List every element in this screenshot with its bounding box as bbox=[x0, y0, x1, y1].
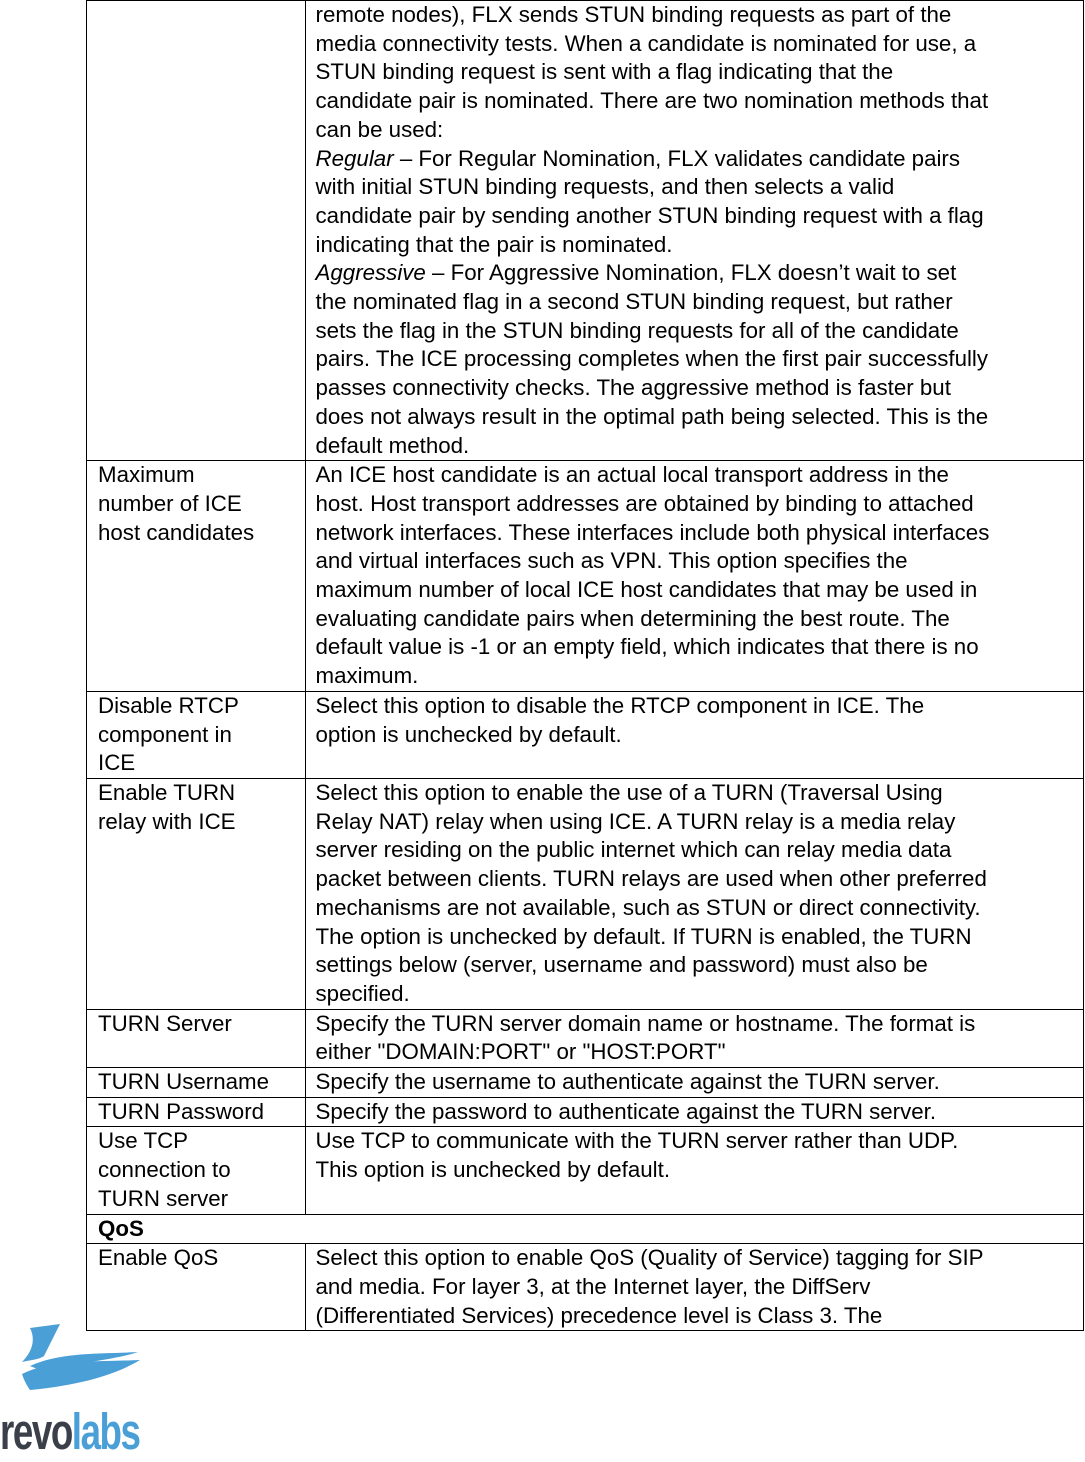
description-cell bbox=[305, 1244, 1083, 1331]
text-line: mechanisms are not available, such as STUN or direct connectivity. bbox=[315, 894, 981, 920]
description-cell bbox=[305, 778, 1083, 1009]
text-line: This option is unchecked by default. bbox=[315, 1157, 671, 1183]
description-cell bbox=[305, 691, 1083, 778]
text-line: packet between clients. TURN relays are used when other preferred bbox=[315, 866, 987, 892]
text-line: media connectivity tests. When a candidate is nominated for use, a bbox=[315, 30, 977, 56]
text-line: relay with ICE bbox=[98, 808, 236, 834]
regular-term: Regular bbox=[315, 145, 394, 171]
description-cell bbox=[305, 461, 1083, 692]
text-line: settings below (server, username and password) must also be bbox=[315, 952, 928, 978]
label-cell bbox=[87, 1127, 306, 1214]
text-line: candidate pair is nominated. There are two nomination methods that bbox=[315, 88, 989, 114]
text-line: Select this option to disable the RTCP component in ICE. The bbox=[315, 692, 925, 718]
label-cell bbox=[87, 1097, 306, 1127]
logo-text-revo: revo bbox=[0, 1403, 72, 1460]
text-line: TURN Username bbox=[98, 1069, 269, 1095]
label-cell bbox=[87, 461, 306, 692]
text-line: option is unchecked by default. bbox=[315, 721, 622, 747]
text-line: Relay NAT) relay when using ICE. A TURN relay is a media relay bbox=[315, 808, 956, 834]
text-line: can be used: bbox=[315, 116, 444, 142]
text-line: Specify the username to authenticate against the TURN server. bbox=[315, 1069, 940, 1095]
text-line: Use TCP bbox=[98, 1128, 189, 1154]
section-header-qos: QoS bbox=[87, 1214, 1084, 1244]
table-row bbox=[87, 691, 1084, 778]
aggressive-paragraph bbox=[316, 259, 1079, 460]
wave-logo-icon bbox=[0, 1322, 160, 1402]
text-line: maximum number of local ICE host candidates that may be used in bbox=[315, 577, 978, 603]
text-line: component in bbox=[98, 721, 232, 747]
text-line: The option is unchecked by default. If TURN is enabled, the TURN bbox=[315, 923, 972, 949]
settings-table-body bbox=[87, 1, 1084, 1331]
text-line: Maximum bbox=[98, 462, 195, 488]
text-line: host. Host transport addresses are obtained by binding to attached bbox=[315, 490, 974, 516]
text-line: host candidates bbox=[98, 519, 255, 545]
text-line: STUN binding request is sent with a flag indicating that the bbox=[315, 59, 894, 85]
description-cell bbox=[305, 1009, 1083, 1067]
text-line: passes connectivity checks. The aggressive method is faster but bbox=[315, 375, 951, 401]
text-line: Use TCP to communicate with the TURN server rather than UDP. bbox=[315, 1128, 959, 1154]
text-line: (Differentiated Services) precedence level is Class 3. The bbox=[315, 1302, 883, 1328]
table-row bbox=[87, 1244, 1084, 1331]
label-cell bbox=[87, 1244, 306, 1331]
text-line: and media. For layer 3, at the Internet layer, the DiffServ bbox=[315, 1273, 871, 1299]
text-line: TURN server bbox=[98, 1185, 229, 1211]
text-line: TURN Server bbox=[98, 1010, 232, 1036]
label-cell-empty bbox=[87, 1, 306, 461]
logo-wordmark bbox=[0, 1402, 140, 1462]
regular-paragraph bbox=[316, 145, 1079, 260]
description-cell-nomination bbox=[305, 1, 1083, 461]
text-line: server residing on the public internet which can relay media data bbox=[315, 837, 952, 863]
text-line: sets the flag in the STUN binding requests for all of the candidate bbox=[315, 317, 959, 343]
text-line: Enable QoS bbox=[98, 1245, 219, 1271]
table-row bbox=[87, 1127, 1084, 1214]
text-line: indicating that the pair is nominated. bbox=[315, 231, 673, 257]
text-line: Specify the TURN server domain name or hostname. The format is bbox=[315, 1010, 976, 1036]
text-line: network interfaces. These interfaces include both physical interfaces bbox=[315, 519, 990, 545]
text-line: either "DOMAIN:PORT" or "HOST:PORT" bbox=[315, 1039, 726, 1065]
label-cell bbox=[87, 1009, 306, 1067]
text-line: evaluating candidate pairs when determining the best route. The bbox=[315, 605, 950, 631]
table-row bbox=[87, 1068, 1084, 1098]
text-line: candidate pair by sending another STUN binding request with a flag bbox=[315, 202, 984, 228]
text-line: Select this option to enable QoS (Quality of Service) tagging for SIP bbox=[315, 1245, 984, 1271]
continued-text bbox=[316, 1, 1079, 145]
text-line: does not always result in the optimal path being selected. This is the bbox=[315, 403, 989, 429]
section-header-row bbox=[87, 1214, 1084, 1244]
table-row bbox=[87, 461, 1084, 692]
text-line: the nominated flag in a second STUN binding request, but rather bbox=[315, 289, 953, 315]
label-cell bbox=[87, 691, 306, 778]
text-line: and virtual interfaces such as VPN. This option specifies the bbox=[315, 548, 908, 574]
aggressive-term: Aggressive bbox=[315, 260, 426, 286]
text-line: ICE bbox=[98, 750, 136, 776]
label-cell bbox=[87, 778, 306, 1009]
table-row bbox=[87, 1097, 1084, 1127]
description-cell bbox=[305, 1097, 1083, 1127]
text-line: default method. bbox=[315, 432, 470, 458]
description-cell bbox=[305, 1127, 1083, 1214]
text-line: Enable TURN bbox=[98, 779, 236, 805]
settings-table bbox=[86, 0, 1084, 1331]
text-line: remote nodes), FLX sends STUN binding requests as part of the bbox=[315, 2, 952, 27]
text-line: pairs. The ICE processing completes when the first pair successfully bbox=[315, 346, 989, 372]
text-line: with initial STUN binding requests, and then selects a valid bbox=[315, 174, 895, 200]
revolabs-logo bbox=[0, 1322, 160, 1462]
text-line: default value is -1 or an empty field, which indicates that there is no bbox=[315, 634, 979, 660]
text-line: number of ICE bbox=[98, 490, 242, 516]
text-line: An ICE host candidate is an actual local transport address in the bbox=[315, 462, 949, 488]
text-line: – For Regular Nomination, FLX validates candidate pairs bbox=[393, 145, 961, 171]
text-line: Specify the password to authenticate against the TURN server. bbox=[315, 1098, 937, 1124]
table-row bbox=[87, 778, 1084, 1009]
text-line: Select this option to enable the use of a TURN (Traversal Using bbox=[315, 779, 943, 805]
text-line: – For Aggressive Nomination, FLX doesn’t wait to set bbox=[425, 260, 957, 286]
table-row bbox=[87, 1009, 1084, 1067]
text-line: specified. bbox=[315, 980, 410, 1006]
table-row-continued bbox=[87, 1, 1084, 461]
label-cell bbox=[87, 1068, 306, 1098]
logo-text-labs: labs bbox=[71, 1403, 140, 1460]
text-line: maximum. bbox=[315, 663, 419, 689]
description-cell bbox=[305, 1068, 1083, 1098]
text-line: TURN Password bbox=[98, 1098, 265, 1124]
text-line: Disable RTCP bbox=[98, 692, 239, 718]
text-line: connection to bbox=[98, 1157, 231, 1183]
